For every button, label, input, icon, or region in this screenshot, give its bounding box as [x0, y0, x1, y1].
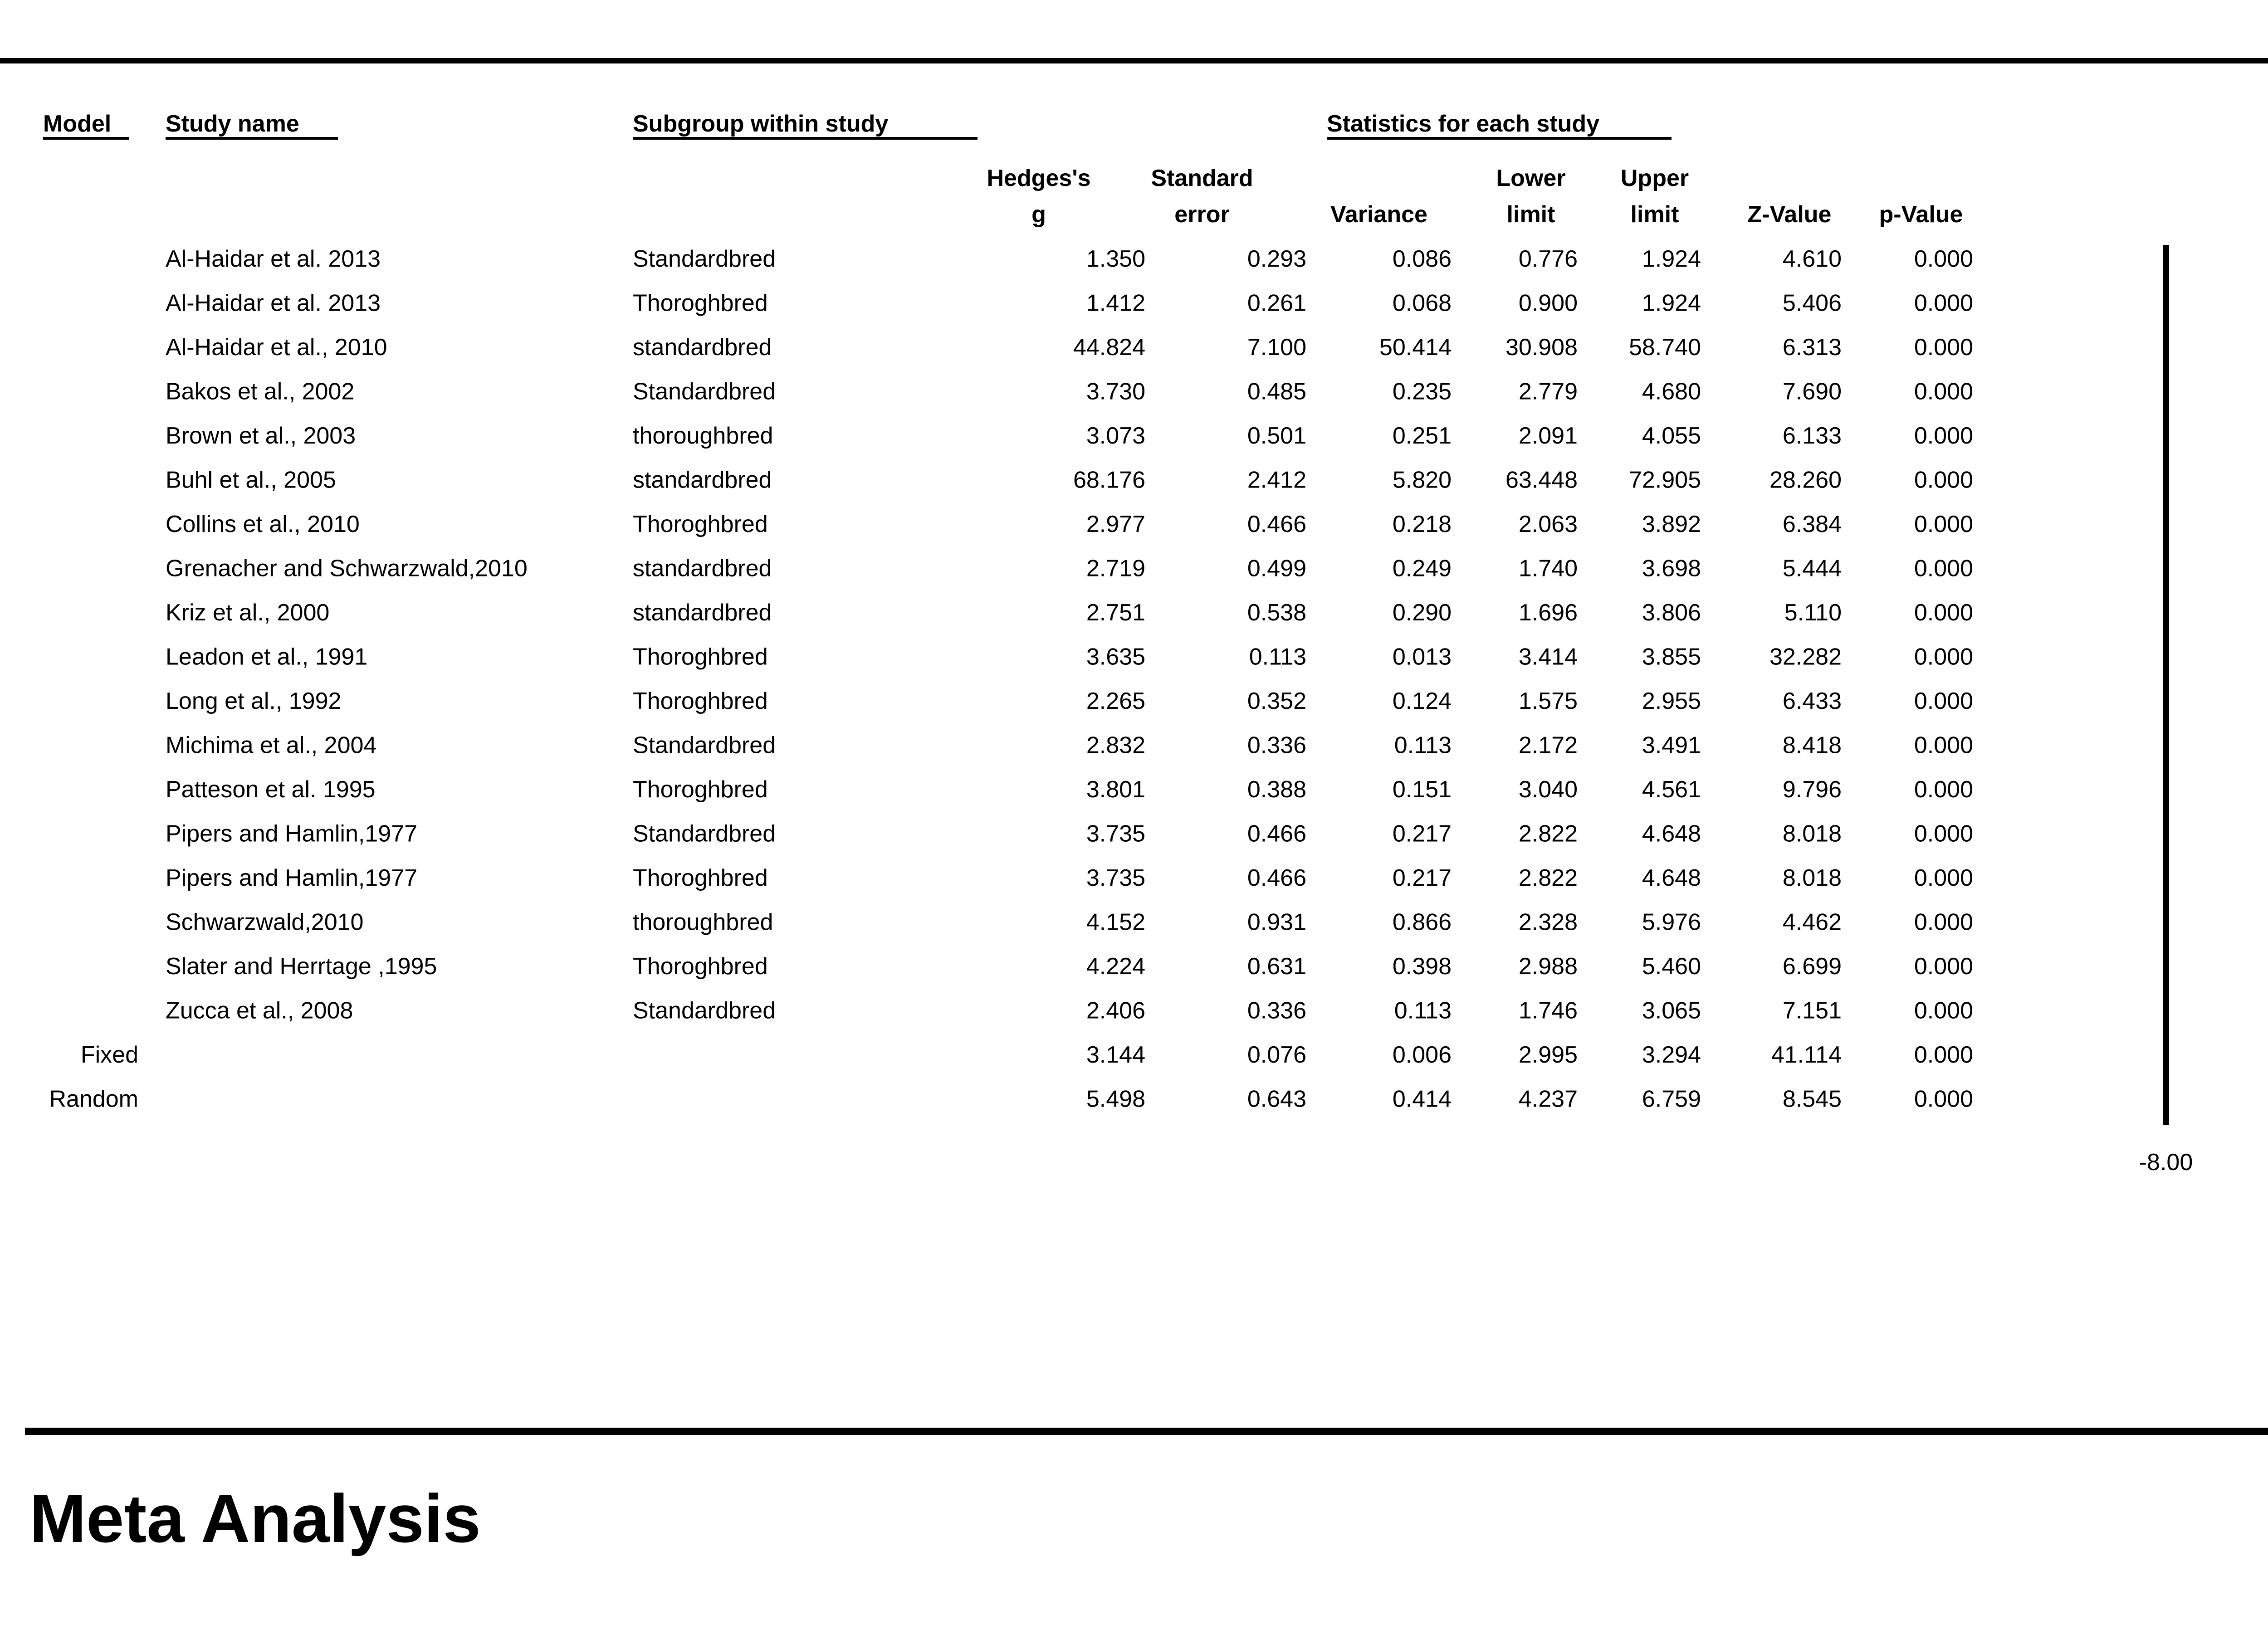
z-cell: 9.796 [1782, 776, 1842, 803]
study-name-cell: Michima et al., 2004 [166, 732, 377, 759]
header-upper-limit-line2: limit [1630, 201, 1679, 228]
p-cell: 0.000 [1914, 732, 1973, 759]
subgroup-cell: thoroughbred [633, 909, 773, 936]
upper-cell: 3.855 [1642, 644, 1701, 670]
pooled-row [81, 1042, 1973, 1068]
lower-cell: 2.063 [1518, 511, 1578, 537]
header-lower-limit-line1: Lower [1496, 165, 1566, 191]
lower-cell: 1.575 [1518, 688, 1578, 714]
table-row [166, 732, 1973, 759]
table-row [166, 511, 1973, 537]
lower-cell: 2.995 [1518, 1042, 1578, 1068]
header-subgroup-underline [633, 137, 978, 140]
header-subgroup: Subgroup within study [633, 111, 889, 137]
z-cell: 6.313 [1782, 334, 1842, 361]
table-row [166, 865, 1973, 891]
g-cell: 2.832 [1086, 732, 1145, 759]
var-cell: 0.151 [1392, 776, 1452, 803]
p-cell: 0.000 [1914, 865, 1973, 891]
lower-cell: 63.448 [1505, 467, 1578, 493]
upper-cell: 2.955 [1642, 688, 1701, 714]
z-cell: 6.384 [1782, 511, 1842, 537]
se-cell: 0.485 [1247, 378, 1306, 405]
lower-cell: 1.740 [1518, 555, 1578, 582]
se-cell: 0.076 [1247, 1042, 1306, 1068]
se-cell: 0.466 [1247, 820, 1306, 847]
se-cell: 7.100 [1247, 334, 1306, 361]
study-name-cell: Schwarzwald,2010 [166, 909, 364, 936]
header-lower-limit-line2: limit [1506, 201, 1555, 228]
subgroup-cell: Standardbred [633, 732, 776, 759]
p-cell: 0.000 [1914, 467, 1973, 493]
z-cell: 8.545 [1782, 1086, 1842, 1112]
z-cell: 4.462 [1782, 909, 1842, 936]
header-std-error-line1: Standard [1151, 165, 1253, 191]
g-cell: 5.498 [1086, 1086, 1145, 1112]
var-cell: 0.235 [1392, 378, 1452, 405]
var-cell: 0.113 [1394, 732, 1452, 759]
z-cell: 5.110 [1784, 600, 1842, 626]
pooled-row [49, 1086, 1973, 1112]
study-name-cell: Brown et al., 2003 [166, 423, 356, 449]
table-row [166, 334, 1973, 361]
lower-cell: 2.822 [1518, 865, 1578, 891]
lower-cell: 0.776 [1518, 246, 1578, 272]
var-cell: 0.006 [1392, 1042, 1452, 1068]
se-cell: 0.466 [1247, 511, 1306, 537]
upper-cell: 1.924 [1642, 290, 1701, 317]
z-cell: 41.114 [1771, 1042, 1842, 1068]
se-cell: 2.412 [1247, 467, 1306, 493]
table-row [166, 953, 1973, 980]
subgroup-cell: standardbred [633, 334, 772, 361]
table-row [166, 467, 1973, 493]
upper-cell: 58.740 [1628, 334, 1701, 361]
lower-cell: 2.091 [1518, 423, 1578, 449]
header-p-value: p-Value [1879, 201, 1963, 228]
study-name-cell: Patteson et al. 1995 [166, 776, 376, 803]
se-cell: 0.352 [1247, 688, 1306, 714]
subgroup-cell: Thoroghbred [633, 776, 768, 803]
var-cell: 0.217 [1392, 820, 1452, 847]
z-cell: 4.610 [1782, 246, 1842, 272]
var-cell: 0.086 [1392, 246, 1452, 272]
table-row [166, 379, 1973, 405]
z-cell: 5.444 [1782, 555, 1842, 582]
table-row [166, 644, 1973, 670]
g-cell: 44.824 [1073, 334, 1145, 361]
header-model: Model [43, 111, 112, 137]
g-cell: 2.265 [1086, 688, 1145, 714]
z-cell: 6.133 [1782, 423, 1842, 449]
table-row [166, 290, 1973, 317]
g-cell: 3.735 [1086, 865, 1145, 891]
upper-cell: 1.924 [1642, 246, 1701, 272]
header-statistics-underline [1327, 137, 1672, 140]
header-study-name-underline [166, 137, 338, 140]
study-name-cell: Slater and Herrtage ,1995 [166, 953, 437, 980]
upper-cell: 4.561 [1642, 776, 1701, 803]
var-cell: 0.251 [1392, 423, 1452, 449]
se-cell: 0.643 [1247, 1086, 1306, 1112]
table-row [166, 998, 1973, 1024]
g-cell: 68.176 [1073, 467, 1145, 493]
header-variance: Variance [1330, 201, 1427, 228]
header-model-underline [43, 137, 129, 140]
var-cell: 0.414 [1392, 1086, 1452, 1112]
model-cell: Random [49, 1086, 138, 1112]
p-cell: 0.000 [1914, 378, 1973, 405]
lower-cell: 2.779 [1518, 378, 1578, 405]
g-cell: 3.073 [1086, 423, 1145, 449]
subgroup-cell: standardbred [633, 467, 772, 493]
header-upper-limit-line1: Upper [1620, 165, 1689, 191]
p-cell: 0.000 [1914, 688, 1973, 714]
p-cell: 0.000 [1914, 290, 1973, 317]
se-cell: 0.538 [1247, 600, 1306, 626]
se-cell: 0.293 [1247, 246, 1306, 272]
upper-cell: 72.905 [1628, 467, 1701, 493]
header-study-name: Study name [166, 111, 299, 137]
z-cell: 32.282 [1769, 644, 1842, 670]
var-cell: 0.124 [1392, 688, 1452, 714]
z-cell: 7.690 [1782, 378, 1842, 405]
g-cell: 1.350 [1086, 246, 1145, 272]
subgroup-cell: Thoroghbred [633, 644, 768, 670]
var-cell: 0.068 [1392, 290, 1452, 317]
g-cell: 2.751 [1086, 600, 1145, 626]
subgroup-cell: Standardbred [633, 378, 776, 405]
study-name-cell: Pipers and Hamlin,1977 [166, 820, 417, 847]
se-cell: 0.388 [1247, 776, 1306, 803]
study-name-cell: Long et al., 1992 [166, 688, 342, 714]
table-row [166, 246, 1973, 272]
study-name-cell: Collins et al., 2010 [166, 511, 360, 537]
lower-cell: 2.988 [1518, 953, 1578, 980]
study-name-cell: Al-Haidar et al. 2013 [166, 246, 381, 272]
var-cell: 0.866 [1392, 909, 1452, 936]
upper-cell: 4.680 [1642, 378, 1701, 405]
g-cell: 4.152 [1086, 909, 1145, 936]
study-name-cell: Kriz et al., 2000 [166, 600, 330, 626]
upper-cell: 3.892 [1642, 511, 1701, 537]
lower-cell: 2.328 [1518, 909, 1578, 936]
var-cell: 0.218 [1392, 511, 1452, 537]
se-cell: 0.466 [1247, 865, 1306, 891]
lower-cell: 3.040 [1518, 776, 1578, 803]
study-rows [49, 246, 1973, 1112]
se-cell: 0.113 [1249, 644, 1306, 670]
axis-line-0 [2163, 245, 2169, 1125]
se-cell: 0.261 [1247, 290, 1306, 317]
subgroup-cell: Thoroghbred [633, 511, 768, 537]
se-cell: 0.501 [1247, 423, 1306, 449]
p-cell: 0.000 [1914, 909, 1973, 936]
header-z-value: Z-Value [1747, 201, 1832, 228]
upper-cell: 4.648 [1642, 820, 1701, 847]
var-cell: 0.398 [1392, 953, 1452, 980]
table-row [166, 600, 1973, 626]
p-cell: 0.000 [1914, 953, 1973, 980]
header-hedges-g-line1: Hedges's [987, 165, 1091, 191]
var-cell: 5.820 [1392, 467, 1452, 493]
z-cell: 6.699 [1782, 953, 1842, 980]
subgroup-cell: Standardbred [633, 246, 776, 272]
z-cell: 5.406 [1782, 290, 1842, 317]
upper-cell: 5.460 [1642, 953, 1701, 980]
var-cell: 0.113 [1394, 997, 1452, 1024]
header-std-error-line2: error [1174, 201, 1230, 228]
p-cell: 0.000 [1914, 423, 1973, 449]
g-cell: 3.730 [1086, 378, 1145, 405]
upper-cell: 3.065 [1642, 997, 1701, 1024]
lower-cell: 2.172 [1518, 732, 1578, 759]
lower-cell: 2.822 [1518, 820, 1578, 847]
x-tick-label: -8.00 [2139, 1149, 2193, 1176]
p-cell: 0.000 [1914, 1042, 1973, 1068]
study-name-cell: Buhl et al., 2005 [166, 467, 336, 493]
upper-cell: 4.055 [1642, 423, 1701, 449]
upper-cell: 5.976 [1642, 909, 1701, 936]
subgroup-cell: thoroughbred [633, 423, 773, 449]
p-cell: 0.000 [1914, 776, 1973, 803]
g-cell: 3.735 [1086, 820, 1145, 847]
g-cell: 3.144 [1086, 1042, 1145, 1068]
se-cell: 0.631 [1247, 953, 1306, 980]
g-cell: 2.719 [1086, 555, 1145, 582]
p-cell: 0.000 [1914, 600, 1973, 626]
p-cell: 0.000 [1914, 820, 1973, 847]
study-name-cell: Al-Haidar et al., 2010 [166, 334, 387, 361]
se-cell: 0.336 [1247, 732, 1306, 759]
upper-cell: 3.806 [1642, 600, 1701, 626]
se-cell: 0.499 [1247, 555, 1306, 582]
subgroup-cell: standardbred [633, 600, 772, 626]
study-name-cell: Zucca et al., 2008 [166, 997, 353, 1024]
header-hedges-g-line2: g [1031, 201, 1046, 228]
z-cell: 28.260 [1769, 467, 1842, 493]
forest-plot-area [2139, 244, 2268, 1176]
subgroup-cell: standardbred [633, 555, 772, 582]
lower-cell: 3.414 [1518, 644, 1578, 670]
p-cell: 0.000 [1914, 511, 1973, 537]
bottom-rule [25, 1428, 2268, 1435]
lower-cell: 1.696 [1518, 600, 1578, 626]
g-cell: 2.406 [1086, 997, 1145, 1024]
subgroup-cell: Thoroghbred [633, 865, 768, 891]
subgroup-cell: Standardbred [633, 820, 776, 847]
lower-cell: 1.746 [1518, 997, 1578, 1024]
z-cell: 8.418 [1782, 732, 1842, 759]
study-name-cell: Pipers and Hamlin,1977 [166, 865, 417, 891]
var-cell: 0.249 [1392, 555, 1452, 582]
var-cell: 0.013 [1392, 644, 1452, 670]
g-cell: 3.635 [1086, 644, 1145, 670]
z-cell: 8.018 [1782, 865, 1842, 891]
g-cell: 1.412 [1086, 290, 1145, 317]
var-cell: 0.290 [1392, 600, 1452, 626]
p-cell: 0.000 [1914, 555, 1973, 582]
lower-cell: 4.237 [1518, 1086, 1578, 1112]
study-name-cell: Grenacher and Schwarzwald,2010 [166, 555, 528, 582]
subgroup-cell: Standardbred [633, 997, 776, 1024]
g-cell: 3.801 [1086, 776, 1145, 803]
g-cell: 2.977 [1086, 511, 1145, 537]
table-row [166, 556, 1973, 582]
upper-cell: 3.698 [1642, 555, 1701, 582]
top-rule [0, 58, 2268, 63]
model-cell: Fixed [80, 1042, 138, 1068]
z-cell: 8.018 [1782, 820, 1842, 847]
study-name-cell: Leadon et al., 1991 [166, 644, 368, 670]
p-cell: 0.000 [1914, 1086, 1973, 1112]
lower-cell: 30.908 [1505, 334, 1578, 361]
z-cell: 7.151 [1782, 997, 1842, 1024]
subgroup-cell: Thoroghbred [633, 953, 768, 980]
upper-cell: 3.491 [1642, 732, 1701, 759]
table-row [166, 688, 1973, 714]
var-cell: 50.414 [1379, 334, 1452, 361]
z-cell: 6.433 [1782, 688, 1842, 714]
p-cell: 0.000 [1914, 246, 1973, 272]
se-cell: 0.931 [1247, 909, 1306, 936]
subgroup-cell: Thoroghbred [633, 688, 768, 714]
g-cell: 4.224 [1086, 953, 1145, 980]
lower-cell: 0.900 [1518, 290, 1578, 317]
study-name-cell: Bakos et al., 2002 [166, 378, 355, 405]
upper-cell: 3.294 [1642, 1042, 1701, 1068]
stat-column-headers [987, 165, 1963, 228]
page-title: Meta Analysis [29, 1480, 481, 1556]
p-cell: 0.000 [1914, 334, 1973, 361]
upper-cell: 6.759 [1642, 1086, 1701, 1112]
header-statistics-group: Statistics for each study [1327, 111, 1600, 137]
table-row [166, 821, 1973, 847]
var-cell: 0.217 [1392, 865, 1452, 891]
p-cell: 0.000 [1914, 644, 1973, 670]
table-row [166, 423, 1973, 449]
upper-cell: 4.648 [1642, 865, 1701, 891]
table-row [166, 776, 1973, 803]
table-row [166, 909, 1973, 936]
se-cell: 0.336 [1247, 997, 1306, 1024]
study-name-cell: Al-Haidar et al. 2013 [166, 290, 381, 317]
p-cell: 0.000 [1914, 997, 1973, 1024]
subgroup-cell: Thoroghbred [633, 290, 768, 317]
